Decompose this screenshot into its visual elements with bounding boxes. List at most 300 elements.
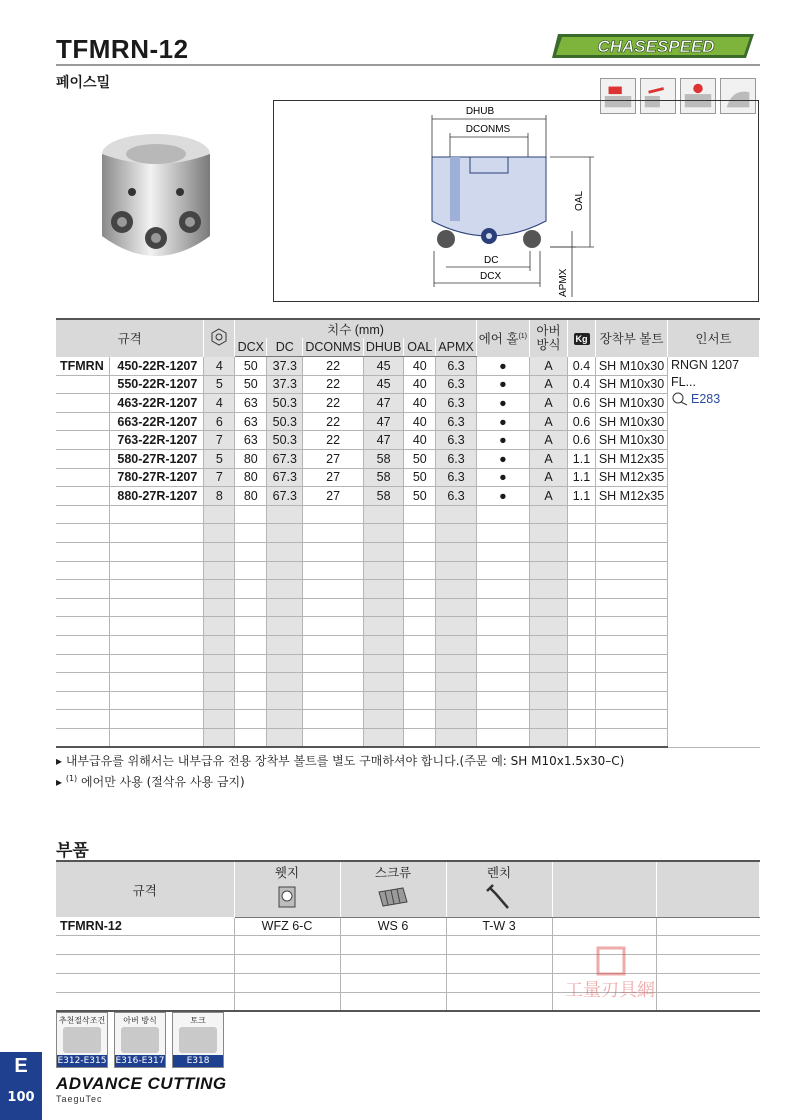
spec-dc	[267, 524, 303, 543]
cutting-conditions-icon	[63, 1027, 101, 1053]
spec-dc: 67.3	[267, 450, 303, 469]
header-dhub: DHUB	[363, 338, 403, 357]
spec-apmx	[436, 598, 476, 617]
spec-air: ●	[476, 487, 529, 506]
spec-air: ●	[476, 394, 529, 413]
spec-kg	[568, 543, 596, 562]
spec-air	[476, 691, 529, 710]
spec-oal: 50	[404, 450, 436, 469]
spec-code	[109, 505, 203, 524]
spec-kg	[568, 598, 596, 617]
spec-dconms: 22	[303, 357, 364, 376]
spec-dc	[267, 654, 303, 673]
spec-kg	[568, 617, 596, 636]
spec-group	[56, 673, 109, 692]
spec-row-empty	[56, 654, 760, 673]
spec-dconms	[303, 505, 364, 524]
spec-kg	[568, 505, 596, 524]
note-internal-coolant: ▸ 내부급유를 위해서는 내부급유 전용 장착부 볼트를 별도 구매하셔야 합니다.(주문 예: SH M10x1.5x30–C)	[56, 754, 625, 768]
spec-group	[56, 580, 109, 599]
spec-oal: 50	[404, 468, 436, 487]
spec-dhub	[363, 580, 403, 599]
spec-z	[204, 580, 235, 599]
spec-code: 450-22R-1207	[109, 357, 203, 376]
spec-row-empty	[56, 580, 760, 599]
spec-dhub	[363, 524, 403, 543]
parts-title: 부품	[56, 841, 89, 861]
spec-group	[56, 487, 109, 506]
spec-group	[56, 561, 109, 580]
spec-dconms	[303, 710, 364, 729]
spec-kg: 1.1	[568, 487, 596, 506]
spec-apmx	[436, 728, 476, 747]
spec-dconms	[303, 524, 364, 543]
spec-z	[204, 524, 235, 543]
torque-icon	[179, 1027, 217, 1053]
spec-oal: 40	[404, 431, 436, 450]
brand-name: ADVANCE CUTTING	[56, 1074, 227, 1093]
spec-row	[56, 375, 760, 394]
spec-code	[109, 728, 203, 747]
spec-dcx: 80	[235, 487, 267, 506]
spec-group: TFMRN	[56, 357, 109, 376]
spec-z	[204, 543, 235, 562]
spec-z	[204, 636, 235, 655]
spec-kg	[568, 636, 596, 655]
header-teeth	[204, 319, 235, 357]
parts-row	[56, 917, 760, 936]
spec-row-empty	[56, 728, 760, 747]
spec-dhub: 47	[363, 431, 403, 450]
parts-header-empty-2	[656, 861, 760, 881]
spec-code	[109, 524, 203, 543]
header-weight	[568, 319, 596, 357]
spec-code: 763-22R-1207	[109, 431, 203, 450]
spec-apmx	[436, 691, 476, 710]
spec-group	[56, 636, 109, 655]
spec-dc	[267, 561, 303, 580]
spec-z: 7	[204, 431, 235, 450]
page-number: 100	[7, 1090, 35, 1105]
spec-dhub	[363, 673, 403, 692]
spec-air	[476, 524, 529, 543]
spec-row-empty	[56, 636, 760, 655]
spec-group	[56, 412, 109, 431]
spec-dconms: 27	[303, 468, 364, 487]
spec-dcx	[235, 580, 267, 599]
spec-arbor	[530, 654, 568, 673]
spec-bolt	[596, 673, 668, 692]
spec-bolt: SH M10x30	[596, 431, 668, 450]
spec-dhub: 45	[363, 375, 403, 394]
spec-oal	[404, 636, 436, 655]
spec-apmx: 6.3	[436, 487, 476, 506]
spec-kg: 0.6	[568, 394, 596, 413]
spec-z: 4	[204, 357, 235, 376]
header-dc: DC	[267, 338, 303, 357]
parts-wrench: T-W 3	[446, 917, 552, 936]
spec-group	[56, 450, 109, 469]
spec-dc	[267, 580, 303, 599]
parts-header-wedge: 웻지	[234, 861, 340, 881]
spec-code	[109, 598, 203, 617]
spec-apmx	[436, 636, 476, 655]
spec-air	[476, 505, 529, 524]
spec-dc	[267, 617, 303, 636]
spec-oal	[404, 728, 436, 747]
spec-bolt	[596, 654, 668, 673]
spec-arbor: A	[530, 394, 568, 413]
page-subtitle: 페이스밀	[56, 75, 111, 91]
spec-air	[476, 636, 529, 655]
spec-bolt	[596, 505, 668, 524]
spec-air: ●	[476, 357, 529, 376]
spec-dc: 37.3	[267, 357, 303, 376]
spec-apmx	[436, 505, 476, 524]
spec-dhub	[363, 505, 403, 524]
spec-group	[56, 394, 109, 413]
spec-dconms: 27	[303, 487, 364, 506]
spec-dcx: 80	[235, 450, 267, 469]
spec-dhub	[363, 710, 403, 729]
spec-dcx	[235, 691, 267, 710]
spec-bolt: SH M12x35	[596, 487, 668, 506]
spec-arbor	[530, 561, 568, 580]
spec-dconms	[303, 580, 364, 599]
spec-apmx	[436, 543, 476, 562]
spec-group	[56, 375, 109, 394]
spec-arbor	[530, 580, 568, 599]
spec-arbor	[530, 598, 568, 617]
spec-apmx: 6.3	[436, 357, 476, 376]
refbox-cutting-conditions[interactable]: 추천절삭조건 E312-E315	[56, 1012, 108, 1068]
spec-row	[56, 412, 760, 431]
spec-apmx: 6.3	[436, 431, 476, 450]
spec-code	[109, 580, 203, 599]
spec-code	[109, 691, 203, 710]
spec-z	[204, 505, 235, 524]
refbox-torque[interactable]: 토크 E318	[172, 1012, 224, 1068]
spec-air	[476, 580, 529, 599]
spec-dconms	[303, 561, 364, 580]
spec-dc: 50.3	[267, 394, 303, 413]
spec-dc: 67.3	[267, 468, 303, 487]
spec-arbor	[530, 728, 568, 747]
spec-arbor	[530, 636, 568, 655]
spec-dc: 50.3	[267, 412, 303, 431]
spec-z: 4	[204, 394, 235, 413]
spec-air	[476, 654, 529, 673]
spec-dhub: 58	[363, 468, 403, 487]
spec-arbor	[530, 673, 568, 692]
title-rule	[56, 64, 760, 66]
spec-code	[109, 636, 203, 655]
spec-dhub	[363, 617, 403, 636]
spec-code	[109, 561, 203, 580]
spec-code	[109, 673, 203, 692]
spec-dhub	[363, 636, 403, 655]
parts-image-empty-1	[552, 881, 656, 917]
spec-dconms	[303, 598, 364, 617]
spec-kg: 0.4	[568, 375, 596, 394]
spec-group	[56, 598, 109, 617]
watermark-text: 工量刃具網	[565, 980, 655, 1001]
spec-row-empty	[56, 598, 760, 617]
chasespeed-logo	[550, 28, 762, 62]
spec-bolt	[596, 691, 668, 710]
spec-kg	[568, 728, 596, 747]
spec-oal: 40	[404, 394, 436, 413]
spec-air	[476, 543, 529, 562]
spec-kg	[568, 654, 596, 673]
spec-row-empty	[56, 524, 760, 543]
spec-row-empty	[56, 561, 760, 580]
spec-apmx	[436, 673, 476, 692]
spec-z	[204, 561, 235, 580]
spec-z	[204, 654, 235, 673]
spec-code: 663-22R-1207	[109, 412, 203, 431]
wedge-image-cell	[234, 881, 340, 917]
spec-group	[56, 431, 109, 450]
spec-arbor	[530, 543, 568, 562]
spec-kg: 0.6	[568, 412, 596, 431]
spec-dconms	[303, 636, 364, 655]
spec-dc	[267, 728, 303, 747]
spec-oal	[404, 598, 436, 617]
spec-dc: 50.3	[267, 431, 303, 450]
spec-bolt: SH M10x30	[596, 394, 668, 413]
refbox-arbor[interactable]: 아버 방식 E316-E317	[114, 1012, 166, 1068]
spec-dconms	[303, 543, 364, 562]
spec-dcx: 50	[235, 375, 267, 394]
screw-image-cell	[340, 881, 446, 917]
spec-dcx: 50	[235, 357, 267, 376]
spec-air: ●	[476, 450, 529, 469]
spec-air	[476, 561, 529, 580]
parts-wedge: WFZ 6-C	[234, 917, 340, 936]
parts-header-wrench: 렌치	[446, 861, 552, 881]
spec-dconms	[303, 673, 364, 692]
spec-dcx	[235, 524, 267, 543]
spec-dc	[267, 710, 303, 729]
spec-air: ●	[476, 375, 529, 394]
insert-page-link[interactable]: E283	[671, 391, 720, 408]
spec-z	[204, 617, 235, 636]
header-oal: OAL	[404, 338, 436, 357]
spec-oal	[404, 543, 436, 562]
spec-dcx	[235, 617, 267, 636]
header-spec: 규격	[56, 319, 204, 357]
spec-oal	[404, 505, 436, 524]
spec-group	[56, 728, 109, 747]
spec-row-empty	[56, 543, 760, 562]
spec-dcx	[235, 561, 267, 580]
spec-dhub: 45	[363, 357, 403, 376]
insert-code-2: FL...	[671, 374, 697, 389]
screw-icon	[373, 882, 413, 912]
spec-air	[476, 710, 529, 729]
spec-row-empty	[56, 673, 760, 692]
spec-dhub: 58	[363, 450, 403, 469]
technical-drawing	[273, 100, 759, 302]
spec-table	[56, 318, 760, 748]
spec-dhub	[363, 691, 403, 710]
spec-dconms	[303, 691, 364, 710]
spec-apmx	[436, 524, 476, 543]
spec-dc: 37.3	[267, 375, 303, 394]
spec-apmx: 6.3	[436, 375, 476, 394]
header-air-hole: 에어 홀$^{(1)}$	[476, 319, 529, 357]
spec-dhub: 58	[363, 487, 403, 506]
spec-bolt	[596, 617, 668, 636]
parts-name: TFMRN-12	[56, 917, 234, 936]
label-oal: OAL	[574, 190, 585, 211]
spec-dhub	[363, 728, 403, 747]
spec-apmx: 6.3	[436, 412, 476, 431]
header-bolt: 장착부 볼트	[596, 319, 668, 357]
spec-row	[56, 450, 760, 469]
spec-z: 8	[204, 487, 235, 506]
spec-dc	[267, 691, 303, 710]
spec-code	[109, 617, 203, 636]
spec-air	[476, 617, 529, 636]
parts-header-empty-1	[552, 861, 656, 881]
spec-kg	[568, 524, 596, 543]
cutter-dimension-drawing	[274, 101, 758, 301]
spec-dconms: 22	[303, 394, 364, 413]
header-dimensions: 치수 (mm)	[235, 319, 476, 338]
label-dc: DC	[484, 255, 499, 266]
spec-dhub	[363, 654, 403, 673]
spec-dhub: 47	[363, 394, 403, 413]
spec-oal	[404, 617, 436, 636]
spec-arbor: A	[530, 487, 568, 506]
wrench-icon	[484, 882, 514, 912]
spec-oal	[404, 524, 436, 543]
spec-oal: 40	[404, 412, 436, 431]
spec-code: 580-27R-1207	[109, 450, 203, 469]
spec-arbor: A	[530, 468, 568, 487]
spec-bolt: SH M10x30	[596, 357, 668, 376]
page-title: TFMRN-12	[56, 34, 189, 64]
spec-dconms: 22	[303, 431, 364, 450]
spec-arbor	[530, 691, 568, 710]
spec-oal: 50	[404, 487, 436, 506]
spec-row-empty	[56, 505, 760, 524]
spec-oal: 40	[404, 375, 436, 394]
spec-code	[109, 654, 203, 673]
label-dconms: DCONMS	[465, 124, 511, 135]
spec-z	[204, 673, 235, 692]
spec-code	[109, 710, 203, 729]
weight-icon: Kg	[575, 334, 588, 344]
spec-arbor	[530, 524, 568, 543]
spec-dcx	[235, 505, 267, 524]
spec-z: 5	[204, 450, 235, 469]
spec-oal	[404, 710, 436, 729]
spec-dcx	[235, 654, 267, 673]
spec-bolt: SH M12x35	[596, 450, 668, 469]
spec-group	[56, 505, 109, 524]
watermark	[540, 944, 680, 1014]
spec-row	[56, 468, 760, 487]
spec-dc	[267, 505, 303, 524]
spec-bolt	[596, 580, 668, 599]
parts-header-screw: 스크류	[340, 861, 446, 881]
spec-oal	[404, 654, 436, 673]
spec-bolt	[596, 728, 668, 747]
spec-kg: 0.6	[568, 431, 596, 450]
section-letter: E	[14, 1055, 28, 1077]
spec-dhub	[363, 598, 403, 617]
spec-z	[204, 598, 235, 617]
arbor-icon	[121, 1027, 159, 1053]
wrench-image-cell	[446, 881, 552, 917]
spec-group	[56, 543, 109, 562]
spec-air	[476, 598, 529, 617]
spec-air: ●	[476, 431, 529, 450]
spec-oal	[404, 691, 436, 710]
spec-bolt	[596, 561, 668, 580]
spec-bolt: SH M10x30	[596, 375, 668, 394]
spec-kg	[568, 710, 596, 729]
label-apmx: APMX	[558, 268, 569, 297]
spec-code: 880-27R-1207	[109, 487, 203, 506]
header-dconms: DCONMS	[303, 338, 364, 357]
spec-oal	[404, 561, 436, 580]
spec-oal: 40	[404, 357, 436, 376]
spec-dc: 67.3	[267, 487, 303, 506]
spec-bolt	[596, 636, 668, 655]
spec-air	[476, 728, 529, 747]
spec-air	[476, 673, 529, 692]
spec-dcx	[235, 598, 267, 617]
spec-apmx	[436, 580, 476, 599]
spec-oal	[404, 580, 436, 599]
spec-kg: 1.1	[568, 450, 596, 469]
teeth-count-icon	[210, 328, 228, 346]
spec-z: 5	[204, 375, 235, 394]
spec-group	[56, 524, 109, 543]
spec-bolt	[596, 598, 668, 617]
spec-group	[56, 654, 109, 673]
wedge-icon	[272, 882, 302, 912]
spec-z	[204, 691, 235, 710]
spec-apmx: 6.3	[436, 394, 476, 413]
spec-dhub	[363, 543, 403, 562]
spec-dconms	[303, 617, 364, 636]
spec-bolt: SH M10x30	[596, 412, 668, 431]
reference-boxes	[56, 1012, 224, 1068]
label-dhub: DHUB	[465, 106, 495, 117]
spec-dhub	[363, 561, 403, 580]
header-dcx: DCX	[235, 338, 267, 357]
spec-dconms: 27	[303, 450, 364, 469]
spec-code: 463-22R-1207	[109, 394, 203, 413]
spec-group	[56, 691, 109, 710]
spec-z: 7	[204, 468, 235, 487]
spec-arbor	[530, 617, 568, 636]
spec-dconms	[303, 654, 364, 673]
spec-apmx: 6.3	[436, 468, 476, 487]
spec-apmx: 6.3	[436, 450, 476, 469]
spec-z: 6	[204, 412, 235, 431]
spec-bolt: SH M12x35	[596, 468, 668, 487]
spec-dc	[267, 673, 303, 692]
brand-sub: TaeguTec	[56, 1094, 103, 1104]
spec-dconms	[303, 728, 364, 747]
spec-dc	[267, 543, 303, 562]
